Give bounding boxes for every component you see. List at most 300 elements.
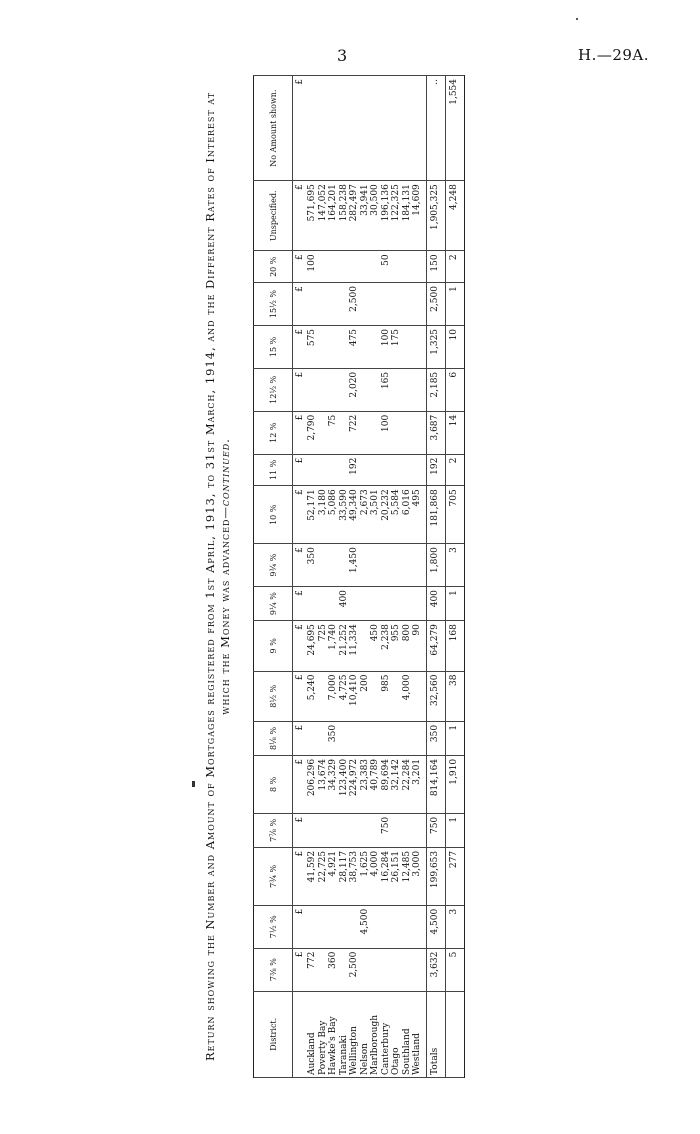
count-cell: 2 (445, 251, 464, 283)
unit-cell: £ (293, 486, 308, 544)
document-reference: H.—29A. (578, 46, 650, 64)
amount-cell (412, 587, 426, 621)
amount-cell: 4,000 (370, 847, 381, 905)
amount-cell: 184,131 (402, 181, 413, 251)
amount-cell: 2,500 (349, 948, 360, 991)
total-cell: 400 (426, 587, 445, 621)
amount-cell (391, 948, 402, 991)
district-name: Marlborough (370, 991, 381, 1077)
unit-cell: £ (293, 948, 308, 991)
column-header-rate: 9¼ % (254, 587, 293, 621)
amount-cell (318, 283, 329, 326)
amount-cell (318, 813, 329, 847)
amount-cell (328, 544, 339, 587)
amount-cell: 123,400 (339, 755, 350, 813)
amount-cell (328, 283, 339, 326)
count-cell: 1 (445, 813, 464, 847)
amount-cell (307, 905, 318, 948)
amount-cell (360, 325, 371, 368)
district-name: Hawke's Bay (328, 991, 339, 1077)
amount-cell (402, 411, 413, 454)
total-cell: 4,500 (426, 905, 445, 948)
amount-cell (349, 721, 360, 755)
amount-cell (360, 813, 371, 847)
amount-cell (391, 368, 402, 411)
amount-cell: 4,500 (360, 905, 371, 948)
total-cell: .. (426, 76, 445, 181)
column-header-rate: 7⅞ % (254, 813, 293, 847)
amount-cell: 3,201 (412, 755, 426, 813)
scan-speck (192, 781, 195, 787)
column-header-rate: 15 % (254, 325, 293, 368)
amount-cell (370, 948, 381, 991)
count-cell: 277 (445, 847, 464, 905)
amount-cell: 571,695 (307, 181, 318, 251)
table-row (360, 76, 371, 1078)
district-name: Nelson (360, 991, 371, 1077)
amount-cell: 22,284 (402, 755, 413, 813)
mortgage-return-table (253, 75, 465, 1078)
amount-cell: 6,016 (402, 486, 413, 544)
amount-cell (360, 621, 371, 671)
amount-cell (412, 905, 426, 948)
amount-cell (370, 325, 381, 368)
amount-cell: 360 (328, 948, 339, 991)
amount-cell: 122,325 (391, 181, 402, 251)
count-cell: 1 (445, 283, 464, 326)
unit-cell: £ (293, 283, 308, 326)
amount-cell: 4,000 (402, 671, 413, 721)
count-cell: 6 (445, 368, 464, 411)
amount-cell: 175 (391, 325, 402, 368)
amount-cell: 350 (307, 544, 318, 587)
amount-cell: 495 (412, 486, 426, 544)
amount-cell: 89,694 (381, 755, 392, 813)
amount-cell: 725 (318, 621, 329, 671)
amount-cell (339, 721, 350, 755)
amount-cell (381, 721, 392, 755)
amount-cell: 34,329 (328, 755, 339, 813)
amount-cell (318, 905, 329, 948)
amount-cell (307, 283, 318, 326)
amount-cell (339, 948, 350, 991)
column-header-rate: 9 % (254, 621, 293, 671)
amount-cell: 11,334 (349, 621, 360, 671)
amount-cell (412, 368, 426, 411)
total-cell: 750 (426, 813, 445, 847)
amount-cell (402, 454, 413, 486)
amount-cell (381, 587, 392, 621)
amount-cell: 3,501 (370, 486, 381, 544)
amount-cell: 100 (381, 325, 392, 368)
column-header-rate: 7¾ % (254, 847, 293, 905)
column-header-rate: 9¾ % (254, 544, 293, 587)
count-cell: 5 (445, 948, 464, 991)
amount-cell (360, 251, 371, 283)
amount-cell: 33,941 (360, 181, 371, 251)
total-cell: 2,500 (426, 283, 445, 326)
amount-cell (339, 905, 350, 948)
amount-cell (318, 251, 329, 283)
total-cell: 1,800 (426, 544, 445, 587)
amount-cell (402, 948, 413, 991)
amount-cell (412, 454, 426, 486)
amount-cell: 2,238 (381, 621, 392, 671)
amount-cell (391, 76, 402, 181)
amount-cell: 50 (381, 251, 392, 283)
total-cell: 3,632 (426, 948, 445, 991)
scan-speck (576, 18, 578, 20)
amount-cell (391, 587, 402, 621)
amount-cell: 955 (391, 621, 402, 671)
amount-cell: 3,000 (412, 847, 426, 905)
unit-cell: £ (293, 587, 308, 621)
amount-cell (339, 544, 350, 587)
amount-cell: 282,497 (349, 181, 360, 251)
amount-cell: 23,383 (360, 755, 371, 813)
amount-cell: 147,052 (318, 181, 329, 251)
count-row (445, 76, 464, 1078)
amount-cell: 5,086 (328, 486, 339, 544)
amount-cell: 2,020 (349, 368, 360, 411)
amount-cell (360, 454, 371, 486)
amount-cell (328, 76, 339, 181)
amount-cell: 164,201 (328, 181, 339, 251)
amount-cell (360, 544, 371, 587)
amount-cell (402, 905, 413, 948)
amount-cell (339, 251, 350, 283)
amount-cell (328, 251, 339, 283)
amount-cell (349, 813, 360, 847)
amount-cell (402, 544, 413, 587)
amount-cell (307, 368, 318, 411)
amount-cell: 10,410 (349, 671, 360, 721)
count-cell: 38 (445, 671, 464, 721)
title-line-2 (218, 75, 233, 1078)
amount-cell: 38,753 (349, 847, 360, 905)
amount-cell (391, 813, 402, 847)
amount-cell: 49,340 (349, 486, 360, 544)
amount-cell (370, 251, 381, 283)
column-header-district: District. (254, 991, 293, 1077)
amount-cell: 32,142 (391, 755, 402, 813)
district-name: Westland (412, 991, 426, 1077)
amount-cell: 772 (307, 948, 318, 991)
total-cell: 192 (426, 454, 445, 486)
district-name: Auckland (307, 991, 318, 1077)
amount-cell (370, 905, 381, 948)
count-cell: 10 (445, 325, 464, 368)
amount-cell (370, 544, 381, 587)
unit-cell: £ (293, 621, 308, 671)
amount-cell (360, 587, 371, 621)
amount-cell (381, 454, 392, 486)
amount-cell: 3,180 (318, 486, 329, 544)
amount-cell: 475 (349, 325, 360, 368)
amount-cell: 985 (381, 671, 392, 721)
count-cell: 3 (445, 544, 464, 587)
amount-cell (328, 587, 339, 621)
total-cell: 1,905,325 (426, 181, 445, 251)
amount-cell (360, 948, 371, 991)
table-row (370, 76, 381, 1078)
amount-cell (391, 905, 402, 948)
amount-cell (318, 948, 329, 991)
amount-cell: 13,674 (318, 755, 329, 813)
count-cell: 3 (445, 905, 464, 948)
amount-cell (391, 721, 402, 755)
amount-cell (412, 544, 426, 587)
amount-cell (328, 813, 339, 847)
amount-cell (381, 544, 392, 587)
district-name: Taranaki (339, 991, 350, 1077)
amount-cell (328, 325, 339, 368)
total-cell: 181,868 (426, 486, 445, 544)
title-line-2-main: which the Money was advanced— (218, 506, 232, 715)
total-cell: 64,279 (426, 621, 445, 671)
amount-cell: 100 (381, 411, 392, 454)
unit-cell: £ (293, 671, 308, 721)
amount-cell (381, 283, 392, 326)
unit-cell: £ (293, 411, 308, 454)
count-cell: 1,554 (445, 76, 464, 181)
title-line-2-italic: continued. (218, 438, 232, 507)
amount-cell (402, 76, 413, 181)
count-cell: 1,910 (445, 755, 464, 813)
column-header-rate: 10 % (254, 486, 293, 544)
column-header-rate: 7½ % (254, 905, 293, 948)
amount-cell (318, 76, 329, 181)
count-cell: 1 (445, 721, 464, 755)
table-row (391, 76, 402, 1078)
amount-cell: 206,296 (307, 755, 318, 813)
amount-cell (412, 325, 426, 368)
count-cell: 4,248 (445, 181, 464, 251)
amount-cell (339, 411, 350, 454)
amount-cell (307, 721, 318, 755)
title-line-1: Return showing the Number and Amount of Mortgages registered from 1st April, 1913, to 31st March, 1914, and the Different Rates of Interest at (203, 91, 217, 1062)
totals-row (426, 76, 445, 1078)
amount-cell: 21,252 (339, 621, 350, 671)
amount-cell (412, 283, 426, 326)
table-row (412, 76, 426, 1078)
unit-cell: £ (293, 454, 308, 486)
amount-cell: 200 (360, 671, 371, 721)
amount-cell (402, 813, 413, 847)
amount-cell (412, 813, 426, 847)
amount-cell (318, 721, 329, 755)
unit-cell: £ (293, 721, 308, 755)
amount-cell: 4,921 (328, 847, 339, 905)
amount-cell (328, 454, 339, 486)
count-cell: 705 (445, 486, 464, 544)
count-cell: 14 (445, 411, 464, 454)
amount-cell: 750 (381, 813, 392, 847)
amount-cell (370, 813, 381, 847)
unit-cell: £ (293, 76, 308, 181)
amount-cell: 90 (412, 621, 426, 671)
amount-cell (370, 671, 381, 721)
amount-cell (318, 671, 329, 721)
count-cell: 1 (445, 587, 464, 621)
amount-cell (339, 283, 350, 326)
district-name: Southland (402, 991, 413, 1077)
amount-cell: 2,673 (360, 486, 371, 544)
amount-cell: 14,609 (412, 181, 426, 251)
total-cell: 3,687 (426, 411, 445, 454)
amount-cell: 12,485 (402, 847, 413, 905)
amount-cell: 75 (328, 411, 339, 454)
table-row (402, 76, 413, 1078)
amount-cell: 26,151 (391, 847, 402, 905)
count-cell: 2 (445, 454, 464, 486)
amount-cell: 1,740 (328, 621, 339, 671)
amount-cell (339, 325, 350, 368)
totals-label: Totals (426, 991, 445, 1077)
amount-cell (412, 251, 426, 283)
amount-cell (370, 454, 381, 486)
amount-cell (391, 411, 402, 454)
amount-cell (402, 325, 413, 368)
column-header-rate: 8⅛ % (254, 721, 293, 755)
amount-cell: 16,284 (381, 847, 392, 905)
column-header-rate: 8 % (254, 755, 293, 813)
amount-cell (402, 368, 413, 411)
amount-cell: 1,450 (349, 544, 360, 587)
amount-cell (307, 454, 318, 486)
unit-cell: £ (293, 813, 308, 847)
amount-cell (381, 76, 392, 181)
amount-cell (402, 283, 413, 326)
unit-cell: £ (293, 905, 308, 948)
amount-cell (349, 587, 360, 621)
district-name: Wellington (349, 991, 360, 1077)
table-row (318, 76, 329, 1078)
district-name: Otago (391, 991, 402, 1077)
amount-cell: 158,238 (339, 181, 350, 251)
amount-cell: 5,584 (391, 486, 402, 544)
unit-row (293, 76, 308, 1078)
unit-cell: £ (293, 544, 308, 587)
amount-cell: 4,725 (339, 671, 350, 721)
amount-cell: 20,232 (381, 486, 392, 544)
amount-cell: 40,789 (370, 755, 381, 813)
amount-cell: 7,000 (328, 671, 339, 721)
column-header-rate: 20 % (254, 251, 293, 283)
column-header-rate: Unspecified. (254, 181, 293, 251)
amount-cell: 575 (307, 325, 318, 368)
amount-cell: 2,790 (307, 411, 318, 454)
amount-cell (412, 721, 426, 755)
count-label (445, 991, 464, 1077)
amount-cell (412, 411, 426, 454)
amount-cell (328, 905, 339, 948)
amount-cell: 196,136 (381, 181, 392, 251)
table-row (349, 76, 360, 1078)
amount-cell: 2,500 (349, 283, 360, 326)
amount-cell (381, 948, 392, 991)
total-cell: 199,653 (426, 847, 445, 905)
amount-cell: 41,592 (307, 847, 318, 905)
amount-cell (318, 544, 329, 587)
amount-cell (360, 76, 371, 181)
amount-cell: 400 (339, 587, 350, 621)
amount-cell: 52,171 (307, 486, 318, 544)
column-header-rate: 8½ % (254, 671, 293, 721)
column-header-rate: 15½ % (254, 283, 293, 326)
amount-cell (360, 283, 371, 326)
amount-cell (370, 721, 381, 755)
amount-cell (307, 587, 318, 621)
page-number: 3 (337, 46, 348, 65)
table-title (203, 75, 233, 1078)
amount-cell: 800 (402, 621, 413, 671)
total-cell: 1,325 (426, 325, 445, 368)
district-name: Canterbury (381, 991, 392, 1077)
amount-cell (318, 411, 329, 454)
amount-cell (391, 671, 402, 721)
amount-cell: 33,590 (339, 486, 350, 544)
column-header-rate: No Amount shown. (254, 76, 293, 181)
amount-cell (307, 813, 318, 847)
amount-cell (391, 283, 402, 326)
amount-cell (339, 454, 350, 486)
column-header-rate: 12 % (254, 411, 293, 454)
amount-cell (412, 948, 426, 991)
amount-cell: 5,240 (307, 671, 318, 721)
amount-cell (360, 368, 371, 411)
table-body (293, 76, 465, 1078)
table-header-row (254, 76, 293, 1078)
amount-cell (339, 368, 350, 411)
unit-cell: £ (293, 325, 308, 368)
amount-cell (307, 76, 318, 181)
unit-cell: £ (293, 368, 308, 411)
amount-cell: 22,725 (318, 847, 329, 905)
amount-cell: 1,625 (360, 847, 371, 905)
amount-cell (402, 251, 413, 283)
amount-cell (381, 905, 392, 948)
amount-cell (402, 721, 413, 755)
amount-cell (339, 76, 350, 181)
amount-cell (391, 454, 402, 486)
amount-cell (370, 587, 381, 621)
column-header-rate: 12½ % (254, 368, 293, 411)
amount-cell: 24,695 (307, 621, 318, 671)
amount-cell (391, 251, 402, 283)
unit-cell: £ (293, 755, 308, 813)
amount-cell (349, 251, 360, 283)
amount-cell (402, 587, 413, 621)
column-header-rate: 11 % (254, 454, 293, 486)
amount-cell (370, 411, 381, 454)
amount-cell (412, 76, 426, 181)
amount-cell: 30,500 (370, 181, 381, 251)
total-cell: 350 (426, 721, 445, 755)
amount-cell: 192 (349, 454, 360, 486)
amount-cell (349, 905, 360, 948)
total-cell: 32,560 (426, 671, 445, 721)
district-name: Poverty Bay (318, 991, 329, 1077)
amount-cell (318, 325, 329, 368)
amount-cell (339, 813, 350, 847)
amount-cell: 350 (328, 721, 339, 755)
rotated-return-table-block (203, 75, 485, 1078)
count-cell: 168 (445, 621, 464, 671)
table-row (339, 76, 350, 1078)
column-header-rate: 7⅜ % (254, 948, 293, 991)
table-row (328, 76, 339, 1078)
